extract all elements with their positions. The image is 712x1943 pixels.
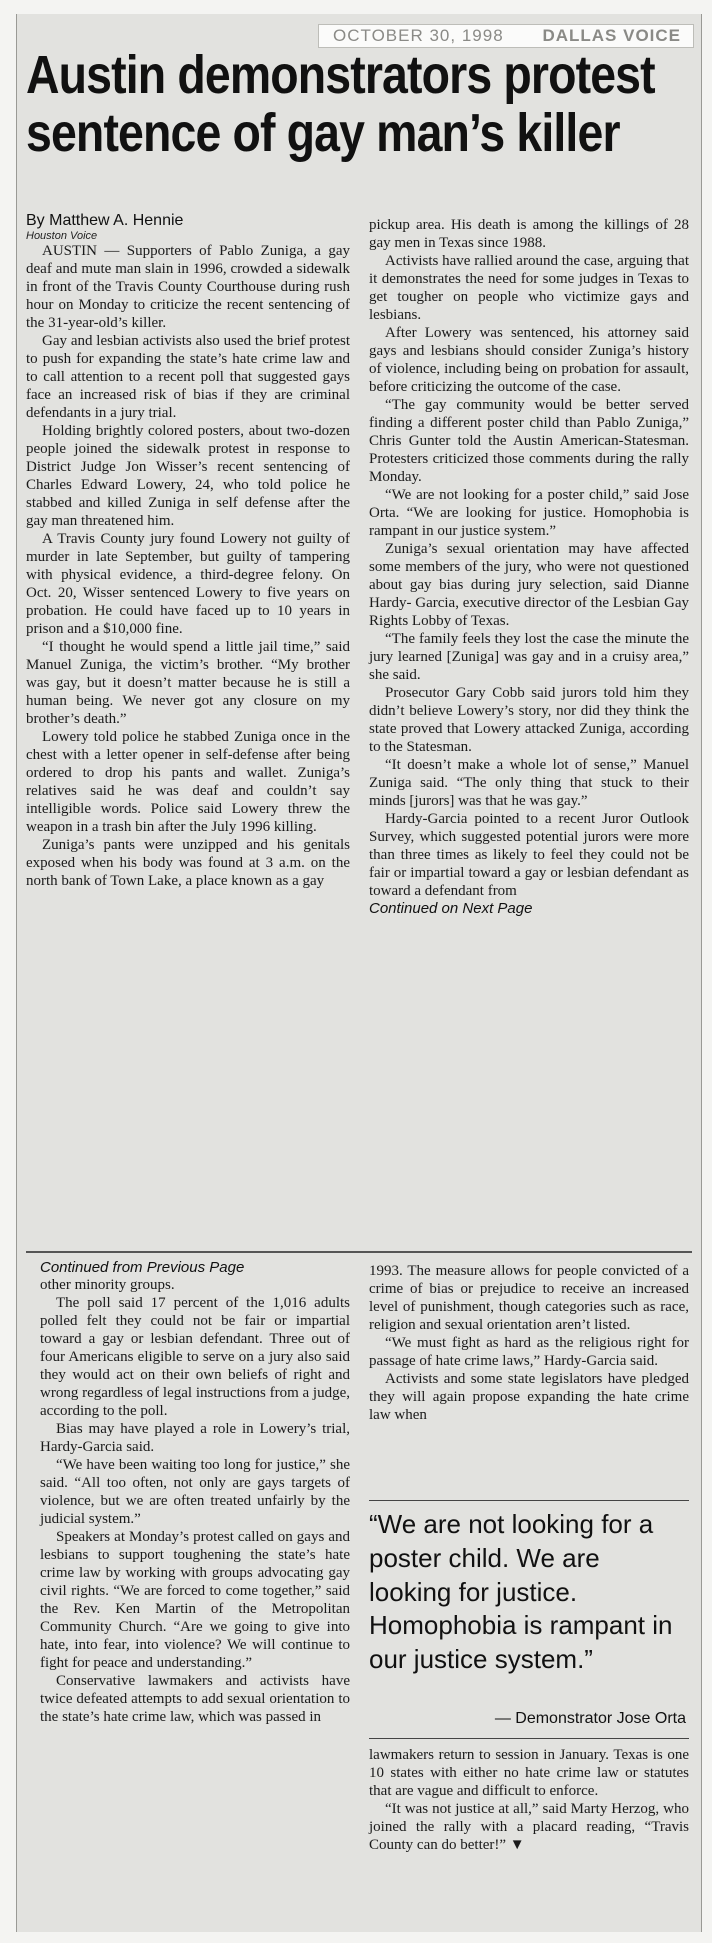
paragraph: “It was not justice at all,” said Marty Herzog, who joined the rally with a placard reading, “Travis County can do better!” ▼ (369, 1801, 689, 1853)
column-2 (369, 216, 689, 917)
pull-quote-attribution: — Demonstrator Jose Orta (494, 1710, 686, 1727)
paragraph: Zuniga’s sexual orientation may have affected some members of the jury, who were not questioned about gay bias during jury selection, said Dianne Hardy- Garcia, executive director of the Lesbian Gay Rights Lobby of Texas. (369, 541, 689, 629)
paragraph: “We have been waiting too long for justice,” she said. “All too often, not only are gays targets of violence, but we are often treated unfairly by the judicial system.” (40, 1457, 350, 1527)
paragraph: Prosecutor Gary Cobb said jurors told him they didn’t believe Lowery’s story, nor did they think the state proved that Lowery attacked Zuniga, according to the Statesman. (369, 685, 689, 755)
paragraph: Lowery told police he stabbed Zuniga once in the chest with a letter opener in self-defense after being ordered to drop his pants and wallet. Zuniga’s relatives said he was deaf and couldn’t say intelligible words. Police said Lowery threw the weapon in a trash bin after the July 1996 killing. (26, 729, 350, 835)
paragraph: Activists and some state legislators have pledged they will again propose expanding the hate crime law when (369, 1371, 689, 1423)
column-3 (40, 1259, 350, 1726)
paragraph: A Travis County jury found Lowery not guilty of murder in late September, but guilty of tampering with physical evidence, a third-degree felony. On Oct. 20, Wisser sentenced Lowery to five years on probation. He could have faced up to 10 years in prison and a $10,000 fine. (26, 531, 350, 637)
column-4-continued (369, 1746, 689, 1854)
paragraph: “We must fight as hard as the religious right for passage of hate crime laws,” Hardy-Garcia said. (369, 1335, 689, 1369)
paragraph: “We are not looking for a poster child,” said Jose Orta. “We are looking for justice. Homophobia is rampant in our justice system.” (369, 487, 689, 539)
column-1 (26, 212, 350, 890)
byline-credit: Houston Voice (26, 230, 98, 242)
section-divider (26, 1251, 692, 1253)
paragraph: Holding brightly colored posters, about two-dozen people joined the sidewalk protest in response to District Judge Jon Wisser’s recent sentencing of Charles Edward Lowery, 24, who told police he stabbed and killed Zuniga in self defense after the gay man threatened him. (26, 423, 350, 529)
paragraph: Hardy-Garcia pointed to a recent Juror Outlook Survey, which suggested potential jurors were more than three times as likely to feel they could not be fair or impartial toward a gay or lesbian defendant as toward a defendant from (369, 811, 689, 899)
paragraph: Conservative lawmakers and activists have twice defeated attempts to add sexual orientation to the state’s hate crime law, which was passed in (40, 1673, 350, 1725)
column-4 (369, 1262, 689, 1424)
paragraph: other minority groups. (40, 1277, 175, 1293)
pull-quote: “We are not looking for a poster child. We are looking for justice. Homophobia is rampant in our justice system.” (369, 1509, 673, 1675)
continued-from-previous-page: Continued from Previous Page (40, 1259, 245, 1276)
paragraph: lawmakers return to session in January. Texas is one 10 states with either no hate crime law or statutes that are vague and difficult to enforce. (369, 1747, 689, 1799)
dateline-date: OCTOBER 30, 1998 (333, 26, 504, 45)
headline-line-2: sentence of gay man’s killer (26, 103, 620, 164)
pull-quote-top-rule (369, 1500, 689, 1501)
paragraph: 1993. The measure allows for people convicted of a crime of bias or prejudice to receive an increased level of punishment, though categories such as race, religion and sexual orientation aren’t listed. (369, 1263, 689, 1333)
paragraph: Speakers at Monday’s protest called on gays and lesbians to support toughening the state’s hate crime law by working with groups advocating gay civil rights. “We are forced to come together,” said the Rev. Ken Martin of the Metropolitan Community Church. “Are we going to give into hate, into fear, into violence? We will continue to fight for peace and understanding.” (40, 1529, 350, 1671)
byline: By Matthew A. Hennie (26, 212, 184, 229)
paragraph: “I thought he would spend a little jail time,” said Manuel Zuniga, the victim’s brother. “My brother was gay, but it doesn’t matter because he is still a human being. We never got any closure on my brother’s death.” (26, 639, 350, 727)
continued-on-next-page: Continued on Next Page (369, 900, 533, 917)
pull-quote-bottom-rule (369, 1738, 689, 1739)
paragraph: Gay and lesbian activists also used the brief protest to push for expanding the state’s hate crime law and to call attention to a recent poll that suggested gays face an increased risk of bias if they are criminal defendants in a jury trial. (26, 333, 350, 421)
paragraph: The poll said 17 percent of the 1,016 adults polled felt they could not be fair or impartial toward a gay or lesbian defendant. Three out of four Americans eligible to serve on a jury also said they would act on their own beliefs of right and wrong regardless of legal instructions from a judge, according to the poll. (40, 1295, 350, 1419)
dateline-paper: DALLAS VOICE (542, 26, 681, 45)
paragraph: Zuniga’s pants were unzipped and his genitals exposed when his body was found at 3 a.m. on the north bank of Town Lake, a place known as a gay (26, 837, 350, 889)
headline (26, 45, 655, 164)
headline-line-1: Austin demonstrators protest (26, 45, 655, 105)
paragraph: pickup area. His death is among the killings of 28 gay men in Texas since 1988. (369, 217, 689, 251)
paragraph: After Lowery was sentenced, his attorney said gays and lesbians should consider Zuniga’s history of violence, including being on probation for assault, before criticizing the outcome of the case. (369, 325, 689, 395)
paragraph: Activists have rallied around the case, arguing that it demonstrates the need for some judges in Texas to get tougher on people who victimize gays and lesbians. (369, 253, 689, 323)
paragraph: “The gay community would be better served finding a different poster child than Pablo Zuniga,” Chris Gunter told the Austin American-Statesman. Protesters criticized those comments during the rally Monday. (369, 397, 689, 485)
paragraph: Bias may have played a role in Lowery’s trial, Hardy-Garcia said. (40, 1421, 350, 1455)
paragraph: “The family feels they lost the case the minute the jury learned [Zuniga] was gay and in a cruisy area,” she said. (369, 631, 689, 683)
paragraph: AUSTIN — Supporters of Pablo Zuniga, a gay deaf and mute man slain in 1996, crowded a sidewalk in front of the Travis County Courthouse during rush hour on Monday to criticize the recent sentencing of the 31-year-old’s killer. (26, 243, 350, 331)
paragraph: “It doesn’t make a whole lot of sense,” Manuel Zuniga said. “The only thing that stuck to their minds [jurors] was that he was gay.” (369, 757, 689, 809)
